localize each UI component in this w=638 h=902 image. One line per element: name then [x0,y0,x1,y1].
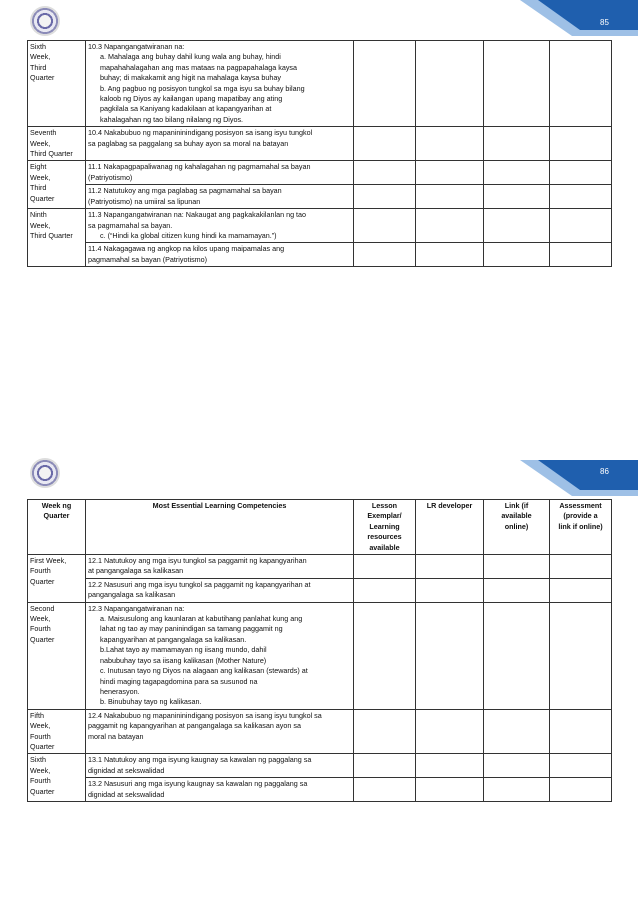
text-line: Fourth [30,731,51,741]
table-row [28,209,612,243]
link-cell [484,578,550,602]
text-line: online) [504,521,529,531]
assessment-cell [550,754,612,778]
text-line: resources [367,532,402,542]
week-cell [28,41,86,127]
link-cell [484,209,550,243]
link-cell [484,41,550,127]
competency-cell [86,602,354,709]
competency-line: henerasyon. [100,686,140,696]
table-row [28,41,612,127]
text-line: Learning [369,521,400,531]
text-line: Exemplar/ [367,511,402,521]
table-row [28,243,612,267]
table-row [28,602,612,709]
header-row [28,500,612,555]
link-cell [484,127,550,161]
header-lesson [354,500,416,555]
lesson-cell [354,555,416,579]
competency-line: 12.3 Napangangatwiranan na: [88,603,185,613]
competency-cell [86,243,354,267]
page-number: 86 [600,467,609,476]
text-line: Eight [30,162,47,172]
table-row [28,778,612,802]
week-cell [28,709,86,754]
competency-cell [86,778,354,802]
competency-line: (Patriyotismo) [88,172,133,182]
link-cell [484,185,550,209]
text-line: Quarter [43,511,70,521]
text-line: available [501,511,532,521]
assessment-cell [550,185,612,209]
text-line: (provide a [563,511,598,521]
link-cell [484,709,550,754]
text-line: Fourth [30,624,51,634]
text-line: Seventh [30,128,57,138]
table-row [28,161,612,185]
competency-line: mapahahalagahan ang mas mataas na pagpapahalaga kaysa [100,62,298,72]
week-cell [28,754,86,802]
competency-line: lahat ng tao ay may paninindigan sa tamang paggamit ng [100,624,283,634]
table-row [28,555,612,579]
competency-line: 12.2 Nasusuri ang mga isyu tungkol sa paggamit ng kapangyarihan at [88,579,311,589]
week-cell [28,161,86,209]
competency-line: kapangyarihan at pangangalaga sa kalikasan. [100,634,247,644]
lesson-cell [354,578,416,602]
competency-line: 10.4 Nakabubuo ng mapanininindigang posisyon sa isang isyu tungkol [88,128,313,138]
competency-table [27,499,612,802]
week-cell [28,127,86,161]
assessment-cell [550,41,612,127]
competency-line: at pangangalaga sa kalikasan [88,566,184,576]
week-cell [28,602,86,709]
lesson-cell [354,209,416,243]
table-row [28,709,612,754]
competency-line: 11.4 Nakagagawa ng angkop na kilos upang maipamalas ang [88,244,285,254]
competency-line: 11.3 Napangangatwiranan na: Nakaugat ang pagkakakilanlan ng tao [88,210,307,220]
competency-cell [86,578,354,602]
lesson-cell [354,754,416,778]
text-line: Second [30,603,55,613]
competency-line: sa paglabag sa paggalang sa buhay ayon sa moral na batayan [88,138,289,148]
header-lr-developer: LR developer [416,500,484,555]
competency-table [27,40,612,267]
lr-developer-cell [416,578,484,602]
link-cell [484,243,550,267]
text-line: Fifth [30,710,44,720]
text-line: Quarter [30,741,55,751]
text-line: Sixth [30,42,46,51]
competency-line: paggamit ng kapangyarihan at pangangalaga sa kalikasan ayon sa [88,721,301,731]
text-line: Quarter [30,576,55,586]
assessment-cell [550,709,612,754]
header-band-icon [520,0,638,40]
lesson-cell [354,243,416,267]
competency-line: buhay; di makakamit ang higit na mahalaga kaysa buhay [100,73,281,83]
assessment-cell [550,209,612,243]
competency-cell [86,754,354,778]
competency-line: 10.3 Napangangatwiranan na: [88,42,185,51]
assessment-cell [550,127,612,161]
assessment-cell [550,602,612,709]
lesson-cell [354,602,416,709]
competency-line: hindi maging tagapagdomina para sa susunod na [100,676,258,686]
competency-cell [86,185,354,209]
competency-line: 11.1 Nakapagpapaliwanag ng kahalagahan ng pagmamahal sa bayan [88,162,311,172]
text-line: Third [30,62,47,72]
competency-cell [86,709,354,754]
deped-seal-icon [30,6,60,36]
lesson-cell [354,185,416,209]
link-cell [484,555,550,579]
competency-line: b. Binubuhay tayo ng kalikasan. [100,697,202,707]
text-line: Quarter [30,73,55,83]
assessment-cell [550,161,612,185]
lr-developer-cell [416,209,484,243]
competency-line: (Patriyotismo) na umiiral sa lipunan [88,196,201,206]
lr-developer-cell [416,161,484,185]
competency-line: pagmamahal sa bayan (Patriyotismo) [88,254,208,264]
text-line: Lesson [371,501,398,510]
lr-developer-cell [416,709,484,754]
competency-cell [86,41,354,127]
lr-developer-cell [416,754,484,778]
page-85 [0,0,638,345]
text-line: Assessment [559,501,602,510]
page-number: 85 [600,18,609,27]
text-line: Third Quarter [30,149,73,159]
week-cell [28,555,86,603]
lr-developer-cell [416,778,484,802]
text-line: Week, [30,172,51,182]
table-row [28,578,612,602]
competency-line: c. Inutusan tayo ng Diyos na alagaan ang kalikasan (stewards) at [100,666,308,676]
link-cell [484,161,550,185]
text-line: Sixth [30,755,46,765]
text-line: Quarter [30,193,55,203]
text-line: Third Quarter [30,230,73,240]
lr-developer-cell [416,555,484,579]
text-line: Week, [30,220,51,230]
lesson-cell [354,41,416,127]
text-line: Quarter [30,634,55,644]
assessment-cell [550,578,612,602]
table-row [28,127,612,161]
competency-line: 13.2 Nasusuri ang mga isyung kaugnay sa kawalan ng paggalang sa [88,779,308,789]
text-line: Link (if [504,501,529,510]
competency-line: 13.1 Natutukoy ang mga isyung kaugnay sa kawalan ng paggalang sa [88,755,312,765]
competency-line: pangangalaga sa kalikasan [88,590,176,600]
lr-developer-cell [416,602,484,709]
competency-line: 12.1 Natutukoy ang mga isyu tungkol sa paggamit ng kapangyarihan [88,556,307,566]
competency-line: moral na batayan [88,731,144,741]
text-line: Week, [30,614,51,624]
assessment-cell [550,243,612,267]
header-week [28,500,86,555]
header-competencies: Most Essential Learning Competencies [86,500,354,555]
text-line: Week, [30,138,51,148]
text-line: Week, [30,721,51,731]
lr-developer-cell [416,127,484,161]
competency-line: dignidad at sekswalidad [88,765,165,775]
competency-line: a. Mahalaga ang buhay dahil kung wala ang buhay, hindi [100,52,281,62]
lesson-cell [354,709,416,754]
lr-developer-cell [416,243,484,267]
page-86 [0,450,638,902]
text-line: Fourth [30,566,51,576]
header-assessment [550,500,612,555]
link-cell [484,754,550,778]
competency-line: kahalagahan ng tao bilang nilalang ng Diyos. [100,114,244,124]
competency-cell [86,161,354,185]
text-line: Third [30,183,47,193]
assessment-cell [550,555,612,579]
header-band-icon [520,460,638,500]
competency-line: 12.4 Nakabubuo ng mapanininindigang posisyon sa isang isyu tungkol sa [88,710,322,720]
text-line: link if online) [558,521,603,531]
text-line: First Week, [30,556,67,566]
competency-line: pagkilala sa Kaniyang kadakilaan at kapangyarihan at [100,104,272,114]
text-line: Week, [30,765,51,775]
link-cell [484,778,550,802]
competency-line: sa pagmamahal sa bayan. [88,220,173,230]
competency-line: nabubuhay tayo sa iisang kalikasan (Mother Nature) [100,655,267,665]
table-row [28,754,612,778]
competency-line: c. (“Hindi ka global citizen kung hindi ka mamamayan.”) [100,230,277,240]
competency-cell [86,209,354,243]
link-cell [484,602,550,709]
text-line: available [369,542,400,552]
assessment-cell [550,778,612,802]
competency-line: dignidad at sekswalidad [88,789,165,799]
text-line: Week ng [41,501,72,510]
text-line: Week, [30,52,51,62]
competency-line: 11.2 Natutukoy ang mga paglabag sa pagmamahal sa bayan [88,186,282,196]
competency-cell [86,127,354,161]
lr-developer-cell [416,41,484,127]
table-row [28,185,612,209]
competency-line: kaloob ng Diyos ay kailangan upang mapatibay ang ating [100,94,283,104]
lesson-cell [354,161,416,185]
text-line: Fourth [30,776,51,786]
lesson-cell [354,127,416,161]
competency-line: a. Maisusulong ang kaunlaran at kabutihang panlahat kung ang [100,614,303,624]
header-link [484,500,550,555]
competency-cell [86,555,354,579]
lr-developer-cell [416,185,484,209]
competency-line: b. Ang pagbuo ng posisyon tungkol sa mga isyu sa buhay bilang [100,83,305,93]
lesson-cell [354,778,416,802]
competency-line: b.Lahat tayo ay mamamayan ng iisang mundo, dahil [100,645,267,655]
text-line: Ninth [30,210,47,220]
week-cell [28,209,86,267]
deped-seal-icon [30,458,60,488]
text-line: Quarter [30,786,55,796]
